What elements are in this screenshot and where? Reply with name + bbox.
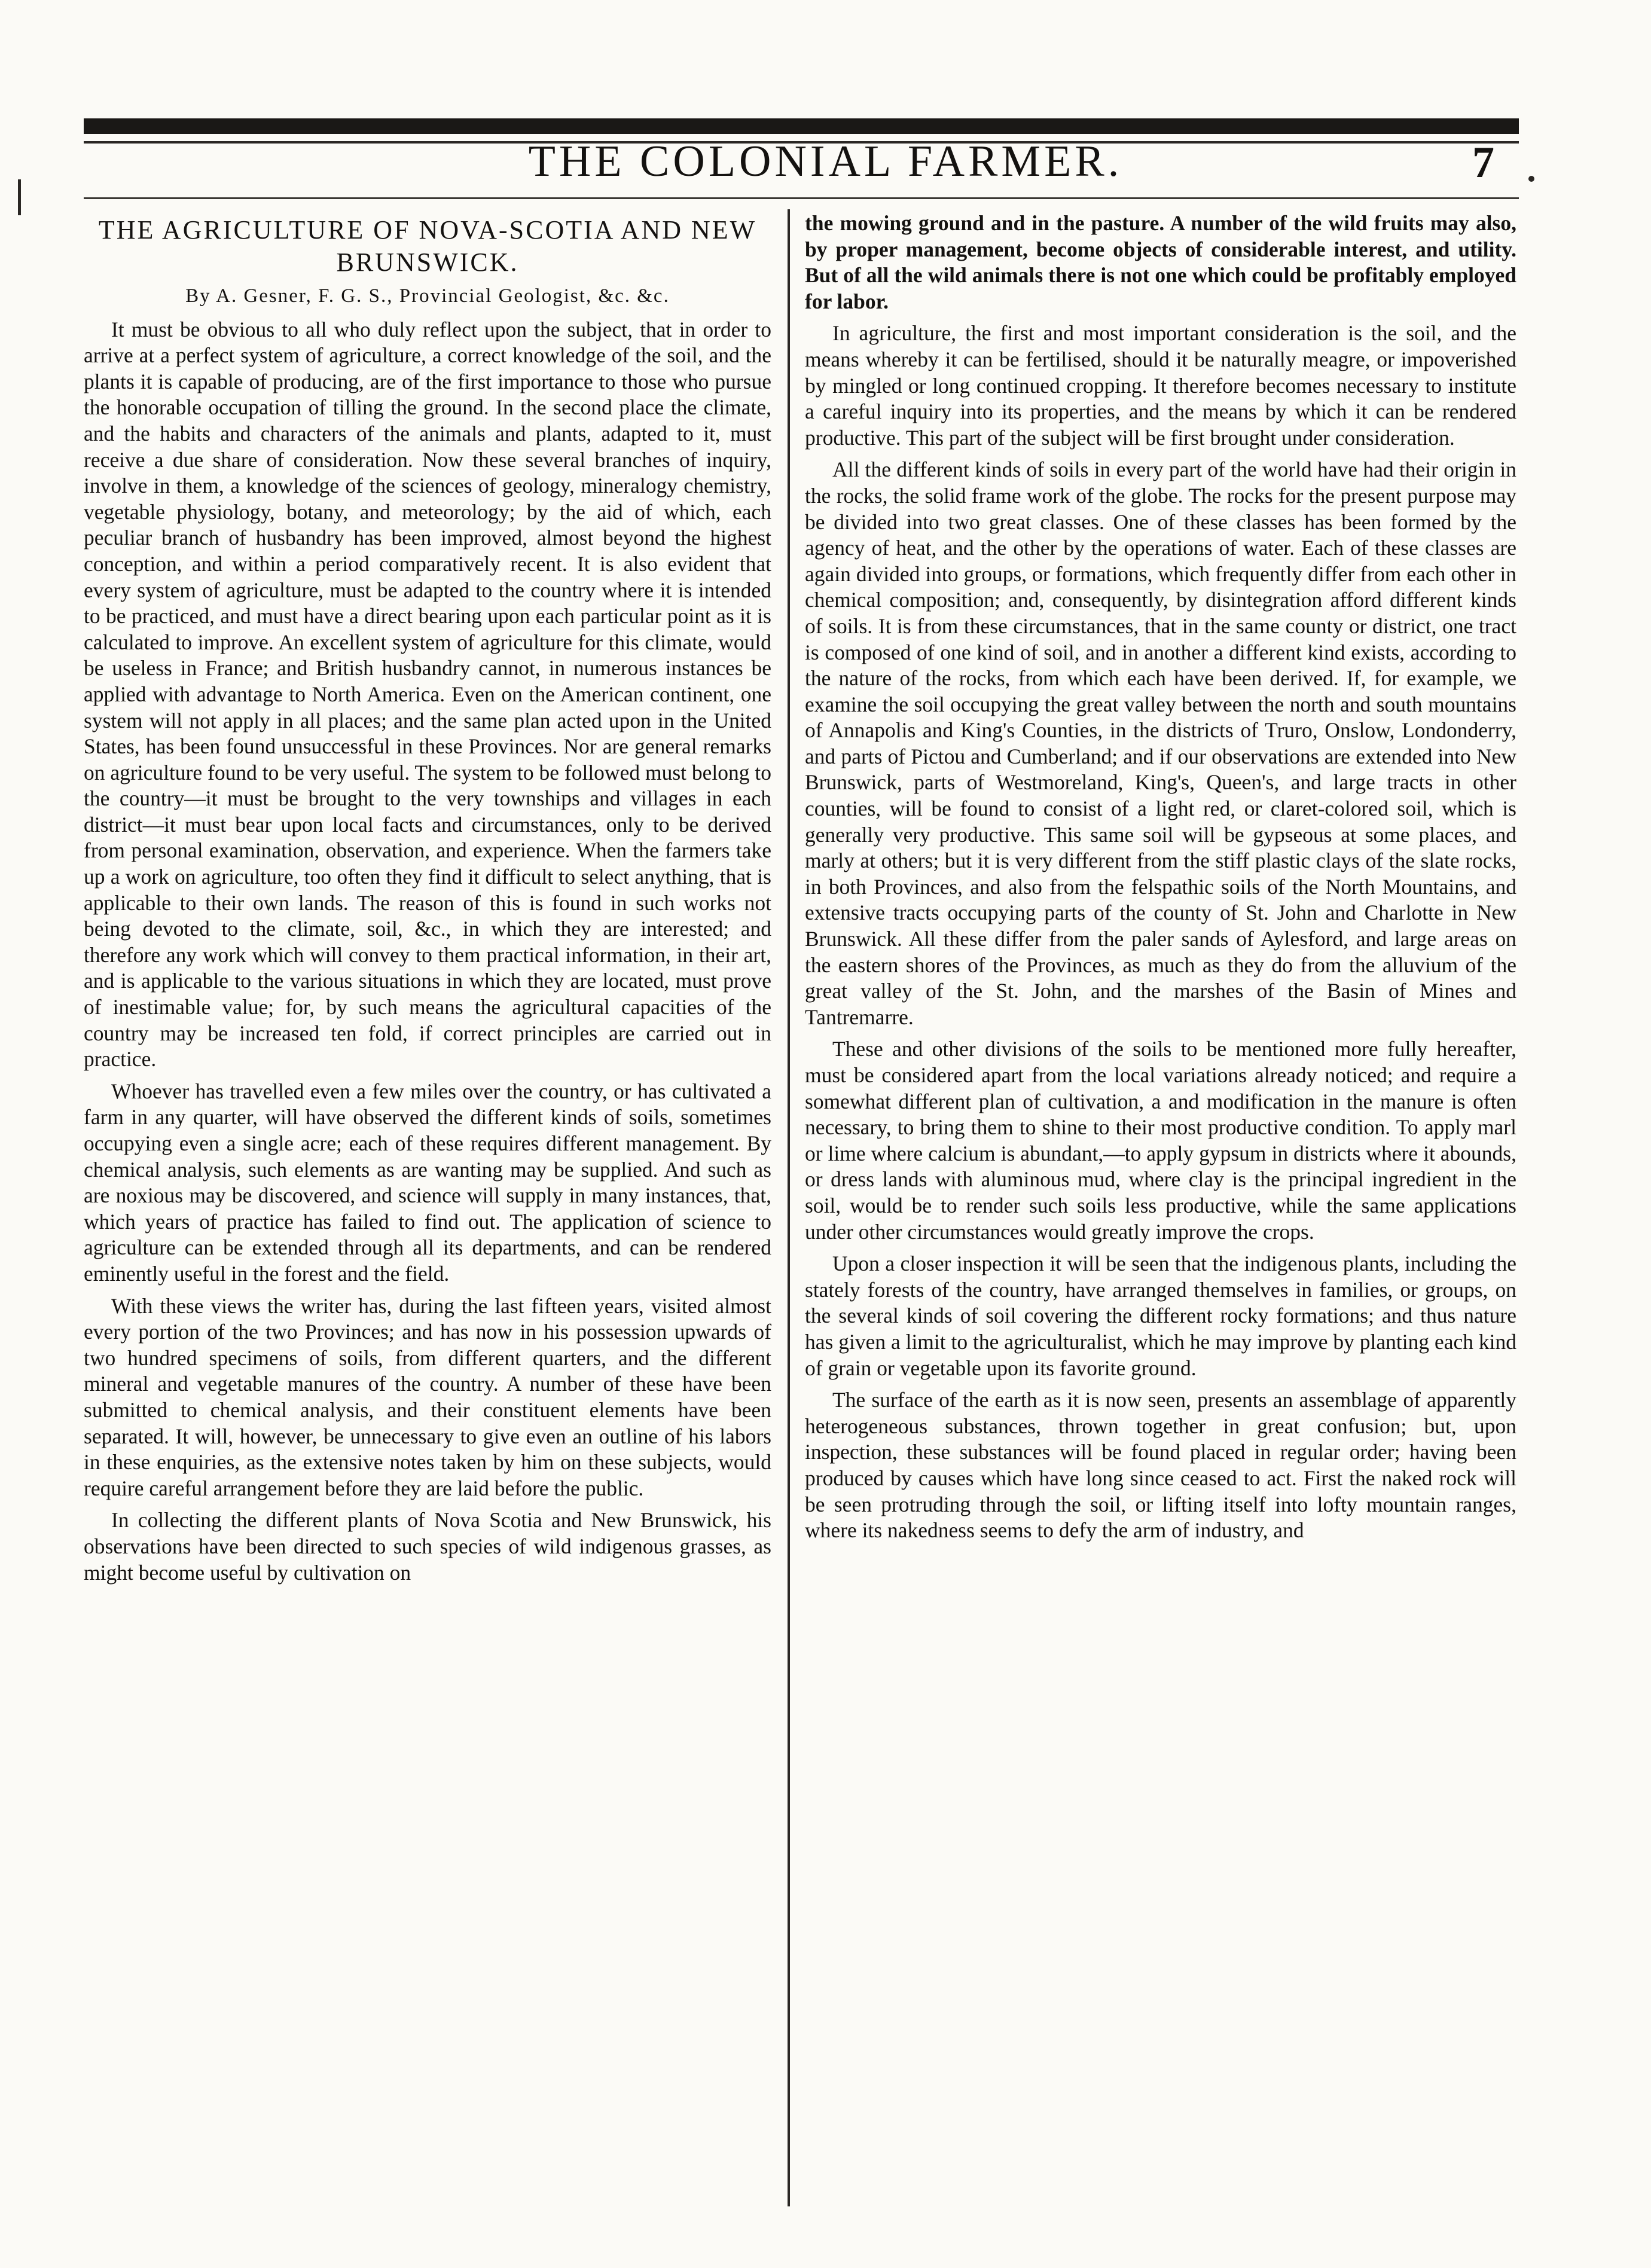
left-paragraph-3: With these views the writer has, during the last fifteen years, visited almost every portion of the two Provinces; and has now in his possession upwards of two hundred specimens of soils, from different quarters, and the different mineral and vegetable manures of the country. A number of these have been submitted to chemical analysis, and their constituent elements have been separated. It will, however, be unnecessary to give even an outline of his labors in these enquiries, as the extensive notes taken by him on these subjects, would require careful arrangement before they are laid before the public. [84,1293,771,1500]
right-paragraph-5: Upon a closer inspection it will be seen that the indigenous plants, including the stately forests of the country, have arranged themselves in families, or groups, on the several kinds of soil covering the different rocky formations; and thus nature has given a limit to the agriculturalist, which he may improve by planting each kind of grain or vegetable upon its favorite ground. [805,1251,1516,1380]
page-number: 7 [1472,138,1494,187]
column-divider [788,209,790,2206]
left-column [84,210,771,2202]
article-title: THE AGRICULTURE OF NOVA-SCOTIA AND NEW BRUNSWICK. [98,215,757,277]
left-paragraph-2: Whoever has travelled even a few miles over the country, or has cultivated a farm in any quarter, will have observed the different kinds of soils, sometimes occupying even a single acre; each of these requires different management. By chemical analysis, such elements as are wanting may be supplied. And such as are noxious may be discovered, and science will supply in many instances, that, which years of practice has failed to find out. The application of science to agriculture can be extended through all its departments, and can be rendered eminently useful in the forest and the field. [84,1079,771,1286]
right-paragraph-1: the mowing ground and in the pasture. A number of the wild fruits may also, by proper management, become objects of considerable interest, and utility. But of all the wild animals there is not one which could be profitably employed for labor. [805,211,1516,313]
right-paragraph-4: These and other divisions of the soils to be mentioned more fully hereafter, must be considered apart from the local variations already noticed; and require a somewhat different plan of cultivation, a and modification in the manure is often necessary, to bring them to shine to their most productive condition. To apply marl or lime where calcium is abundant,—to apply gypsum in districts where it abounds, or dress lands with aluminous mud, where clay is the principal ingredient in the soil, would be to render such soils less productive, while the same applications under other circumstances would greatly improve the crops. [805,1037,1516,1244]
edge-dot [1528,176,1534,182]
article-byline: By A. Gesner, F. G. S., Provincial Geologist, &c. &c. [185,285,670,307]
left-paragraph-4: In collecting the different plants of Nova Scotia and New Brunswick, his observations have been directed to such species of wild indigenous grasses, as might become useful by cultivation on [84,1508,771,1585]
right-column [805,210,1516,2202]
right-paragraph-2: In agriculture, the first and most important consideration is the soil, and the means whereby it can be fertilised, should it be naturally meagre, or impoverished by mingled or long continued cropping. It therefore becomes necessary to institute a careful inquiry into its properties, and the means by which it can be rendered productive. This part of the subject will be first brought under consideration. [805,321,1516,450]
right-paragraph-6: The surface of the earth as it is now seen, presents an assemblage of apparently heterogeneous substances, thrown together in great confusion; but, upon inspection, these substances will be found placed in regular order; having been produced by causes which have long since ceased to act. First the naked rock will be seen protruding through the soil, or lifting itself into lofty mountain ranges, where its nakedness seems to defy the arm of industry, and [805,1388,1516,1543]
header-underline [84,197,1519,199]
left-paragraph-1: It must be obvious to all who duly reflect upon the subject, that in order to arrive at a perfect system of agriculture, a correct knowledge of the soil, and the plants it is capable of producing, are of the first importance to those who pursue the honorable occupation of tilling the ground. In the second place the climate, and the habits and characters of the animals and plants, adapted to it, must receive a due share of consideration. Now these several branches of inquiry, involve in them, a knowledge of the sciences of geology, mineralogy chemistry, vegetable physiology, botany, and meteorology; by the aid of which, each peculiar branch of husbandry has been improved, almost beyond the highest conception, and within a period comparatively recent. It is also evident that every system of agriculture, must be adapted to the country where it is intended to be practiced, and must have a direct bearing upon each particular point as it is calculated to improve. An excellent system of agriculture for this climate, would be useless in France; and British husbandry cannot, in numerous instances be applied with advantage to North America. Even on the American continent, one system will not apply in all places; and the same plan acted upon in the United States, has been found unsuccessful in these Provinces. Nor are general remarks on agriculture found to be very useful. The system to be followed must belong to the country—it must be brought to the very townships and villages in each district—it must bear upon local facts and circumstances, only to be derived from personal examination, observation, and experience. When the farmers take up a work on agriculture, too often they find it difficult to select anything, that is applicable to their own lands. The reason of this is found in such works not being devoted to the climate, soil, &c., in which they are interested; and therefore any work which will convey to them practical information, in their art, and is applicable to the various situations in which they are located, must prove of inestimable value; for, by such means the agricultural capacities of the country may be increased ten fold, if correct principles are carried out in practice. [84,317,771,1072]
right-paragraph-3: All the different kinds of soils in every part of the world have had their origin in the rocks, the solid frame work of the globe. The rocks for the present purpose may be divided into two great classes. One of these classes has been formed by the agency of heat, and the other by the operations of water. Each of these classes are again divided into groups, or formations, which frequently differ from each other in chemical composition; and, consequently, by disintegration afford different kinds of soils. It is from these circumstances, that in the same county or district, one tract is composed of one kind of soil, and in another a different kind exists, according to the nature of the rocks, from which each have been derived. If, for example, we examine the soil occupying the great valley between the north and south mountains of Annapolis and King's Counties, in the districts of Truro, Onslow, Londonderry, and parts of Pictou and Cumberland; and if our observations are extended into New Brunswick, parts of Westmoreland, King's, Queen's, and large tracts in other counties, will be found to consist of a light red, or claret-colored soil, which is generally very productive. This same soil will be gypseous at some places, and marly at others; but it is very different from the stiff plastic clays of the slate rocks, in both Provinces, and also from the felspathic soils of the North Mountains, and extensive tracts occupying parts of the county of St. John and Charlotte in New Brunswick. All these differ from the paler sands of Aylesford, and large areas on the eastern shores of the Provinces, as much as they do from the alluvium of the great valley of the St. John, and the marshes of the Basin of Mines and Tantremarre. [805,457,1516,1029]
masthead-rule [84,118,1519,134]
paper-title: THE COLONIAL FARMER. [528,137,1123,186]
